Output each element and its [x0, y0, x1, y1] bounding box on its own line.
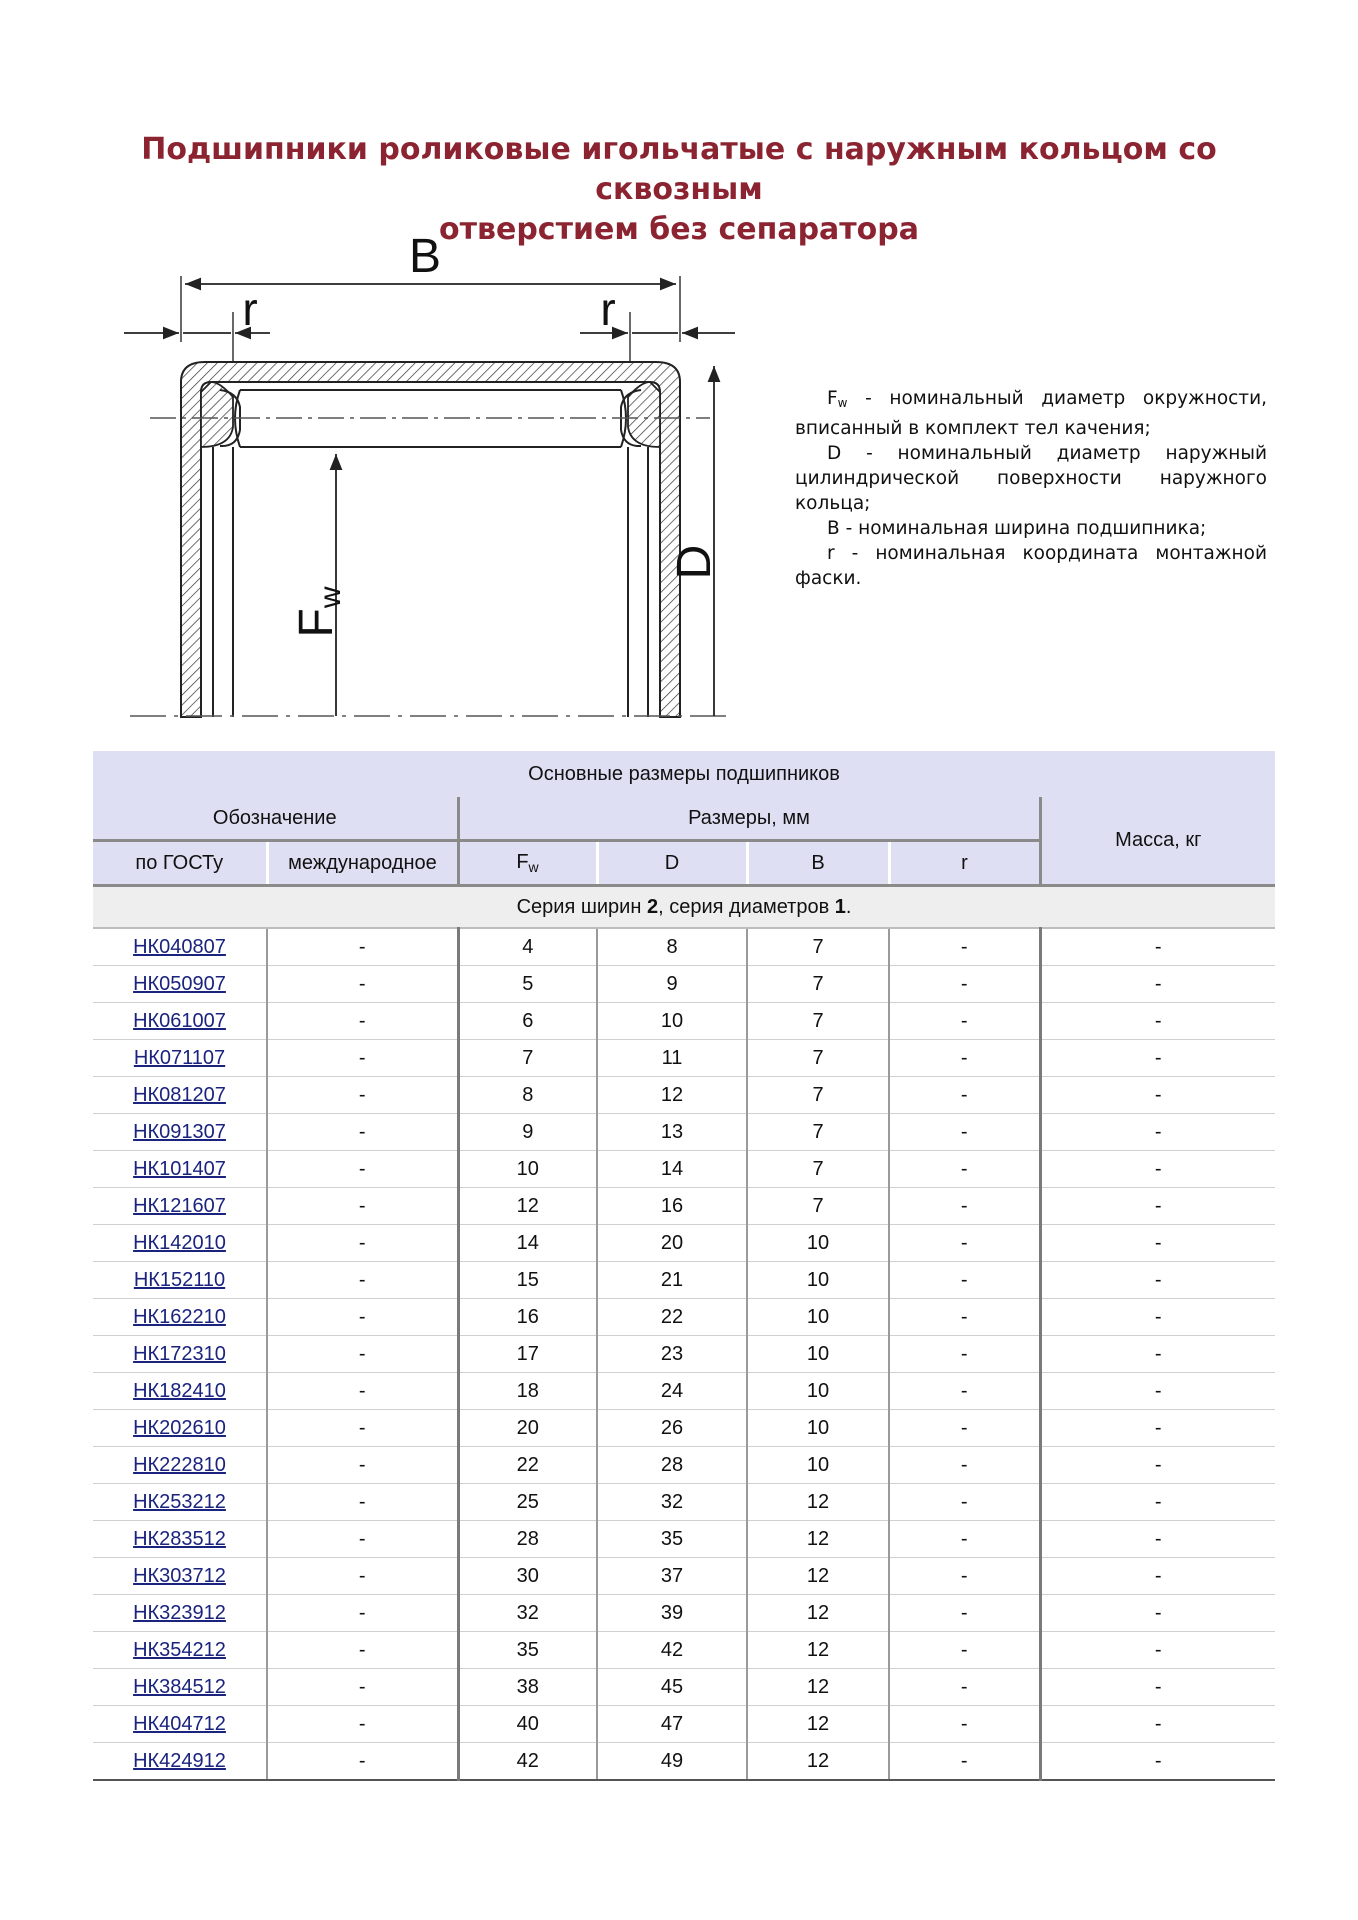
page-title-line-2: отверстием без сепаратора — [438, 212, 919, 247]
sizes-header: Размеры, мм — [458, 797, 1040, 841]
r-value: - — [889, 1595, 1040, 1632]
fw-value: 20 — [458, 1410, 597, 1447]
gost-cell — [93, 1743, 267, 1781]
table-row — [93, 1558, 1275, 1595]
b-value: 12 — [747, 1558, 889, 1595]
needle-roller — [150, 390, 710, 447]
dimension-fw — [290, 454, 347, 716]
gost-cell — [93, 1003, 267, 1040]
d-value: 20 — [597, 1225, 747, 1262]
intl-designation: - — [267, 1040, 458, 1077]
r-value: - — [889, 1003, 1040, 1040]
r-value: - — [889, 1743, 1040, 1781]
r-value: - — [889, 1114, 1040, 1151]
r-value: - — [889, 1151, 1040, 1188]
table-row — [93, 1299, 1275, 1336]
mass-value: - — [1040, 1669, 1275, 1706]
mass-value: - — [1040, 1706, 1275, 1743]
table-caption: Основные размеры подшипников — [93, 750, 1275, 798]
gost-designation-link[interactable]: НК303712 — [133, 1564, 226, 1587]
b-value: 10 — [747, 1299, 889, 1336]
gost-cell — [93, 1299, 267, 1336]
intl-designation: - — [267, 928, 458, 966]
b-value: 7 — [747, 928, 889, 966]
gost-designation-link[interactable]: НК071107 — [133, 1046, 226, 1069]
gost-designation-link[interactable]: НК404712 — [133, 1712, 226, 1735]
intl-designation: - — [267, 1299, 458, 1336]
gost-designation-link[interactable]: НК354212 — [133, 1638, 226, 1661]
mass-value: - — [1040, 1484, 1275, 1521]
legend-fw: $F_w$ - номинальный диаметр окружности, вписанный в комплект тел качения; — [795, 388, 1267, 439]
fw-value: 32 — [458, 1595, 597, 1632]
b-value: 10 — [747, 1447, 889, 1484]
intl-designation: - — [267, 1225, 458, 1262]
gost-cell — [93, 1410, 267, 1447]
intl-designation: - — [267, 1743, 458, 1781]
label-r-left: r — [242, 283, 258, 335]
gost-cell — [93, 1040, 267, 1077]
bearing-drawing — [110, 232, 750, 732]
gost-cell — [93, 1336, 267, 1373]
gost-cell — [93, 1114, 267, 1151]
table-row — [93, 928, 1275, 966]
series-caption: Серия ширин 2, серия диаметров 1. — [93, 886, 1275, 929]
d-value: 22 — [597, 1299, 747, 1336]
gost-designation-link[interactable]: НК162210 — [133, 1305, 226, 1328]
b-value: 10 — [747, 1336, 889, 1373]
b-value: 7 — [747, 1003, 889, 1040]
d-value: 10 — [597, 1003, 747, 1040]
mass-value: - — [1040, 1521, 1275, 1558]
fw-value: 42 — [458, 1743, 597, 1781]
outer-ring-section — [181, 362, 680, 717]
table-body — [93, 928, 1275, 1780]
intl-designation: - — [267, 1595, 458, 1632]
b-value: 7 — [747, 966, 889, 1003]
r-value: - — [889, 1410, 1040, 1447]
table-row — [93, 1521, 1275, 1558]
label-fw: Fw — [290, 586, 347, 638]
b-value: 12 — [747, 1521, 889, 1558]
table-row — [93, 1225, 1275, 1262]
table-row — [93, 1669, 1275, 1706]
fw-value: 18 — [458, 1373, 597, 1410]
mass-value: - — [1040, 1558, 1275, 1595]
d-value: 24 — [597, 1373, 747, 1410]
fw-value: 5 — [458, 966, 597, 1003]
fw-value: 4 — [458, 928, 597, 966]
b-value: 10 — [747, 1410, 889, 1447]
gost-cell — [93, 928, 267, 966]
mass-value: - — [1040, 1373, 1275, 1410]
table-row — [93, 1484, 1275, 1521]
fw-value: 9 — [458, 1114, 597, 1151]
legend-d: D - номинальный диаметр наружный цилиндрической поверхности наружного кольца; — [795, 443, 1267, 514]
r-value: - — [889, 1632, 1040, 1669]
table-row — [93, 1151, 1275, 1188]
r-value: - — [889, 928, 1040, 966]
gost-designation-link[interactable]: НК091307 — [133, 1120, 226, 1143]
d-value: 45 — [597, 1669, 747, 1706]
r-value: - — [889, 1262, 1040, 1299]
r-value: - — [889, 1706, 1040, 1743]
d-value: 16 — [597, 1188, 747, 1225]
intl-header: международное — [267, 841, 458, 886]
mass-value: - — [1040, 928, 1275, 966]
r-value: - — [889, 1373, 1040, 1410]
gost-designation-link[interactable]: НК050907 — [133, 972, 226, 995]
fw-value: 28 — [458, 1521, 597, 1558]
table-row — [93, 1447, 1275, 1484]
gost-cell — [93, 1706, 267, 1743]
b-value: 12 — [747, 1484, 889, 1521]
b-header: B — [747, 841, 889, 886]
d-value: 23 — [597, 1336, 747, 1373]
d-value: 47 — [597, 1706, 747, 1743]
r-value: - — [889, 1188, 1040, 1225]
gost-designation-link[interactable]: НК222810 — [133, 1453, 226, 1476]
fw-value: 6 — [458, 1003, 597, 1040]
d-value: 13 — [597, 1114, 747, 1151]
d-value: 12 — [597, 1077, 747, 1114]
mass-value: - — [1040, 1188, 1275, 1225]
fw-value: 40 — [458, 1706, 597, 1743]
table-row — [93, 1373, 1275, 1410]
table-row — [93, 1114, 1275, 1151]
gost-designation-link[interactable]: НК081207 — [133, 1083, 226, 1106]
gost-designation-link[interactable]: НК323912 — [133, 1601, 226, 1624]
dimension-r-left — [124, 283, 270, 335]
mass-value: - — [1040, 1595, 1275, 1632]
b-value: 12 — [747, 1595, 889, 1632]
fw-value: 14 — [458, 1225, 597, 1262]
mass-value: - — [1040, 1632, 1275, 1669]
r-value: - — [889, 1447, 1040, 1484]
gost-header: по ГОСТу — [93, 841, 267, 886]
r-value: - — [889, 1299, 1040, 1336]
gost-cell — [93, 966, 267, 1003]
intl-designation: - — [267, 1188, 458, 1225]
table-row — [93, 1262, 1275, 1299]
gost-designation-link[interactable]: НК253212 — [133, 1490, 226, 1513]
intl-designation: - — [267, 1003, 458, 1040]
gost-cell — [93, 1188, 267, 1225]
b-value: 12 — [747, 1669, 889, 1706]
table-row — [93, 1003, 1275, 1040]
fw-header: $F_w$ — [458, 841, 597, 886]
mass-value: - — [1040, 1114, 1275, 1151]
label-d: D — [668, 544, 721, 580]
intl-designation: - — [267, 1632, 458, 1669]
label-b: B — [408, 232, 442, 283]
fw-value: 12 — [458, 1188, 597, 1225]
r-value: - — [889, 1336, 1040, 1373]
intl-designation: - — [267, 1262, 458, 1299]
b-value: 12 — [747, 1706, 889, 1743]
gost-designation-link[interactable]: НК283512 — [133, 1527, 226, 1550]
gost-cell — [93, 1373, 267, 1410]
table-row — [93, 1595, 1275, 1632]
designation-header: Обозначение — [93, 797, 458, 841]
table-row — [93, 1410, 1275, 1447]
gost-cell — [93, 1077, 267, 1114]
r-value: - — [889, 1484, 1040, 1521]
b-value: 10 — [747, 1373, 889, 1410]
gost-designation-link[interactable]: НК121607 — [133, 1194, 226, 1217]
fw-value: 10 — [458, 1151, 597, 1188]
page-title-line-1: Подшипники роликовые игольчатые с наружным кольцом со сквозным — [141, 132, 1217, 207]
fw-value: 38 — [458, 1669, 597, 1706]
mass-header: Масса, кг — [1040, 797, 1275, 886]
b-value: 10 — [747, 1225, 889, 1262]
table-row — [93, 1188, 1275, 1225]
intl-designation: - — [267, 1114, 458, 1151]
gost-cell — [93, 1669, 267, 1706]
b-value: 7 — [747, 1188, 889, 1225]
fw-value: 22 — [458, 1447, 597, 1484]
r-value: - — [889, 1558, 1040, 1595]
dimension-r-right — [580, 283, 735, 335]
gost-designation-link[interactable]: НК040807 — [133, 935, 226, 958]
symbol-legend — [795, 386, 1267, 591]
d-value: 37 — [597, 1558, 747, 1595]
mass-value: - — [1040, 966, 1275, 1003]
gost-cell — [93, 1484, 267, 1521]
table-row — [93, 1706, 1275, 1743]
gost-designation-link[interactable]: НК202610 — [133, 1416, 226, 1439]
gost-designation-link[interactable]: НК142010 — [133, 1231, 226, 1254]
gost-designation-link[interactable]: НК424912 — [133, 1749, 226, 1772]
gost-designation-link[interactable]: НК152110 — [133, 1268, 226, 1291]
d-value: 14 — [597, 1151, 747, 1188]
fw-value: 25 — [458, 1484, 597, 1521]
mass-value: - — [1040, 1151, 1275, 1188]
dimensions-table — [93, 748, 1275, 1781]
table-row — [93, 1632, 1275, 1669]
legend-b: B - номинальная ширина подшипника; — [827, 518, 1207, 539]
gost-cell — [93, 1595, 267, 1632]
mass-value: - — [1040, 1410, 1275, 1447]
gost-cell — [93, 1225, 267, 1262]
mass-value: - — [1040, 1225, 1275, 1262]
ring-walls — [130, 447, 730, 717]
intl-designation: - — [267, 1484, 458, 1521]
b-value: 7 — [747, 1040, 889, 1077]
gost-cell — [93, 1558, 267, 1595]
r-value: - — [889, 1040, 1040, 1077]
intl-designation: - — [267, 1410, 458, 1447]
fw-value: 7 — [458, 1040, 597, 1077]
label-r-right: r — [600, 283, 616, 335]
d-header: D — [597, 841, 747, 886]
dimension-b — [185, 232, 676, 284]
r-header: r — [889, 841, 1040, 886]
fw-value: 16 — [458, 1299, 597, 1336]
gost-designation-link[interactable]: НК172310 — [133, 1342, 226, 1365]
fw-value: 17 — [458, 1336, 597, 1373]
mass-value: - — [1040, 1299, 1275, 1336]
gost-designation-link[interactable]: НК061007 — [133, 1009, 226, 1032]
intl-designation: - — [267, 1706, 458, 1743]
gost-designation-link[interactable]: НК384512 — [133, 1675, 226, 1698]
b-value: 12 — [747, 1632, 889, 1669]
d-value: 9 — [597, 966, 747, 1003]
mass-value: - — [1040, 1040, 1275, 1077]
mass-value: - — [1040, 1003, 1275, 1040]
intl-designation: - — [267, 1669, 458, 1706]
fw-value: 35 — [458, 1632, 597, 1669]
r-value: - — [889, 1521, 1040, 1558]
table-row — [93, 966, 1275, 1003]
d-value: 28 — [597, 1447, 747, 1484]
gost-cell — [93, 1262, 267, 1299]
fw-value: 15 — [458, 1262, 597, 1299]
gost-cell — [93, 1632, 267, 1669]
intl-designation: - — [267, 1077, 458, 1114]
gost-cell — [93, 1447, 267, 1484]
fw-value: 8 — [458, 1077, 597, 1114]
gost-designation-link[interactable]: НК101407 — [133, 1157, 226, 1180]
table-row — [93, 1040, 1275, 1077]
intl-designation: - — [267, 1521, 458, 1558]
d-value: 39 — [597, 1595, 747, 1632]
gost-designation-link[interactable]: НК182410 — [133, 1379, 226, 1402]
mass-value: - — [1040, 1077, 1275, 1114]
intl-designation: - — [267, 966, 458, 1003]
intl-designation: - — [267, 1447, 458, 1484]
mass-value: - — [1040, 1447, 1275, 1484]
b-value: 7 — [747, 1077, 889, 1114]
gost-cell — [93, 1151, 267, 1188]
r-value: - — [889, 1077, 1040, 1114]
fw-value: 30 — [458, 1558, 597, 1595]
d-value: 8 — [597, 928, 747, 966]
d-value: 32 — [597, 1484, 747, 1521]
d-value: 42 — [597, 1632, 747, 1669]
r-value: - — [889, 966, 1040, 1003]
mass-value: - — [1040, 1262, 1275, 1299]
mass-value: - — [1040, 1336, 1275, 1373]
mass-value: - — [1040, 1743, 1275, 1781]
d-value: 21 — [597, 1262, 747, 1299]
b-value: 7 — [747, 1151, 889, 1188]
gost-cell — [93, 1521, 267, 1558]
table-row — [93, 1336, 1275, 1373]
d-value: 26 — [597, 1410, 747, 1447]
d-value: 49 — [597, 1743, 747, 1781]
d-value: 35 — [597, 1521, 747, 1558]
table-row — [93, 1743, 1275, 1781]
b-value: 12 — [747, 1743, 889, 1781]
r-value: - — [889, 1225, 1040, 1262]
table-row — [93, 1077, 1275, 1114]
intl-designation: - — [267, 1373, 458, 1410]
b-value: 7 — [747, 1114, 889, 1151]
intl-designation: - — [267, 1558, 458, 1595]
b-value: 10 — [747, 1262, 889, 1299]
r-value: - — [889, 1669, 1040, 1706]
d-value: 11 — [597, 1040, 747, 1077]
legend-r: r - номинальная координата монтажной фаски. — [795, 543, 1267, 589]
intl-designation: - — [267, 1151, 458, 1188]
intl-designation: - — [267, 1336, 458, 1373]
